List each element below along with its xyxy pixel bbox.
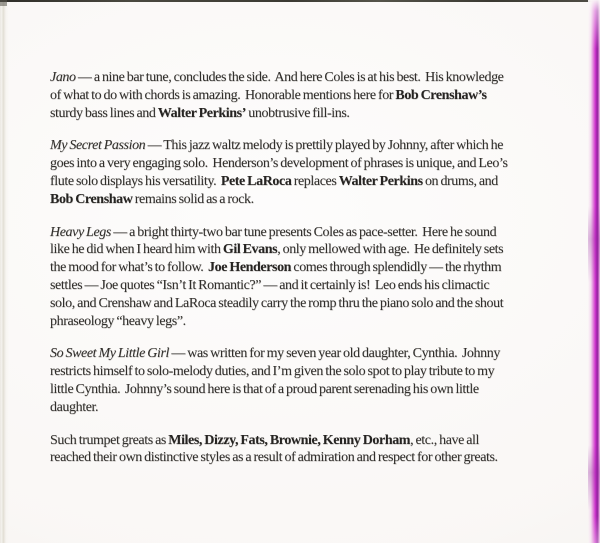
body-text: , etc., have all xyxy=(410,432,480,448)
body-text: solo, and Crenshaw and LaRoca steadily carry the romp thru the piano solo and the shout xyxy=(50,295,504,311)
body-text: — a bright thirty-two bar tune presents Coles as pace-setter. Here he sound xyxy=(110,224,497,240)
tune-title: Heavy Legs xyxy=(50,224,111,240)
tune-title: My Secret Passion xyxy=(50,138,146,154)
body-text: — a nine bar tune, concludes the side. And here Coles is at his best. His knowledge xyxy=(75,70,504,85)
body-text: phraseology “heavy legs”. xyxy=(50,313,186,329)
paragraph-jano xyxy=(50,69,570,122)
paragraph-trumpet-greats xyxy=(50,432,570,468)
emphasized-name: Walter Perkins xyxy=(338,173,423,189)
paragraph-so-sweet-my-little-girl xyxy=(50,345,570,416)
emphasized-name: Bob Crenshaw xyxy=(50,191,133,207)
body-text: goes into a very engaging solo. Henderson’s development of phrases is unique, and Leo’s xyxy=(50,156,508,172)
top-left-corner-mark xyxy=(0,0,7,6)
body-text: reached their own distinctive styles as a result of admiration and respect for other greats. xyxy=(50,450,498,466)
magenta-edge-stripe xyxy=(588,0,600,543)
liner-notes-text xyxy=(50,69,570,482)
body-text: of what to do with chords is amazing. Honorable mentions here for xyxy=(50,87,396,103)
page-top-edge-line xyxy=(0,0,600,2)
body-text: settles — Joe quotes “Isn’t It Romantic?” — and it certainly is! Leo ends his climactic xyxy=(50,277,490,293)
body-text: on drums, and xyxy=(422,173,498,189)
body-text: Such trumpet greats as xyxy=(50,432,169,448)
body-text: restricts himself to solo-melody duties, and I’m given the solo spot to play tribute to my xyxy=(50,364,495,380)
body-text: unobtrusive fill-ins. xyxy=(246,105,350,121)
body-text: daughter. xyxy=(50,399,99,415)
body-text: the mood for what’s to follow. xyxy=(50,260,209,276)
page-left-edge-shading xyxy=(0,0,9,543)
body-text: , only mellowed with age. He definitely sets xyxy=(277,242,504,258)
body-text: remains solid as a rock. xyxy=(132,191,254,207)
emphasized-name: Bob Crenshaw’s xyxy=(395,87,487,103)
emphasized-name: Gil Evans xyxy=(222,242,278,258)
emphasized-name: Joe Henderson xyxy=(208,260,292,276)
body-text: flute solo displays his versatility. xyxy=(50,173,221,189)
emphasized-name: Walter Perkins’ xyxy=(157,105,246,121)
body-text: comes through splendidly — the rhythm xyxy=(291,260,502,276)
body-text: replaces xyxy=(291,173,339,189)
paragraph-heavy-legs xyxy=(50,224,570,331)
emphasized-name: Pete LaRoca xyxy=(220,173,292,189)
emphasized-name: Miles, Dizzy, Fats, Brownie, Kenny Dorham xyxy=(168,432,411,448)
tune-title: So Sweet My Little Girl xyxy=(50,346,170,362)
body-text: like he did when I heard him with xyxy=(50,242,223,258)
body-text: little Cynthia. Johnny’s sound here is that of a proud parent serenading his own little xyxy=(50,381,479,397)
body-text: — This jazz waltz melody is prettily played by Johnny, after which he xyxy=(145,138,504,154)
body-text: sturdy bass lines and xyxy=(50,105,158,121)
body-text: — was written for my seven year old daughter, Cynthia. Johnny xyxy=(169,346,500,362)
tune-title: Jano xyxy=(50,70,76,85)
paragraph-my-secret-passion xyxy=(50,137,570,208)
